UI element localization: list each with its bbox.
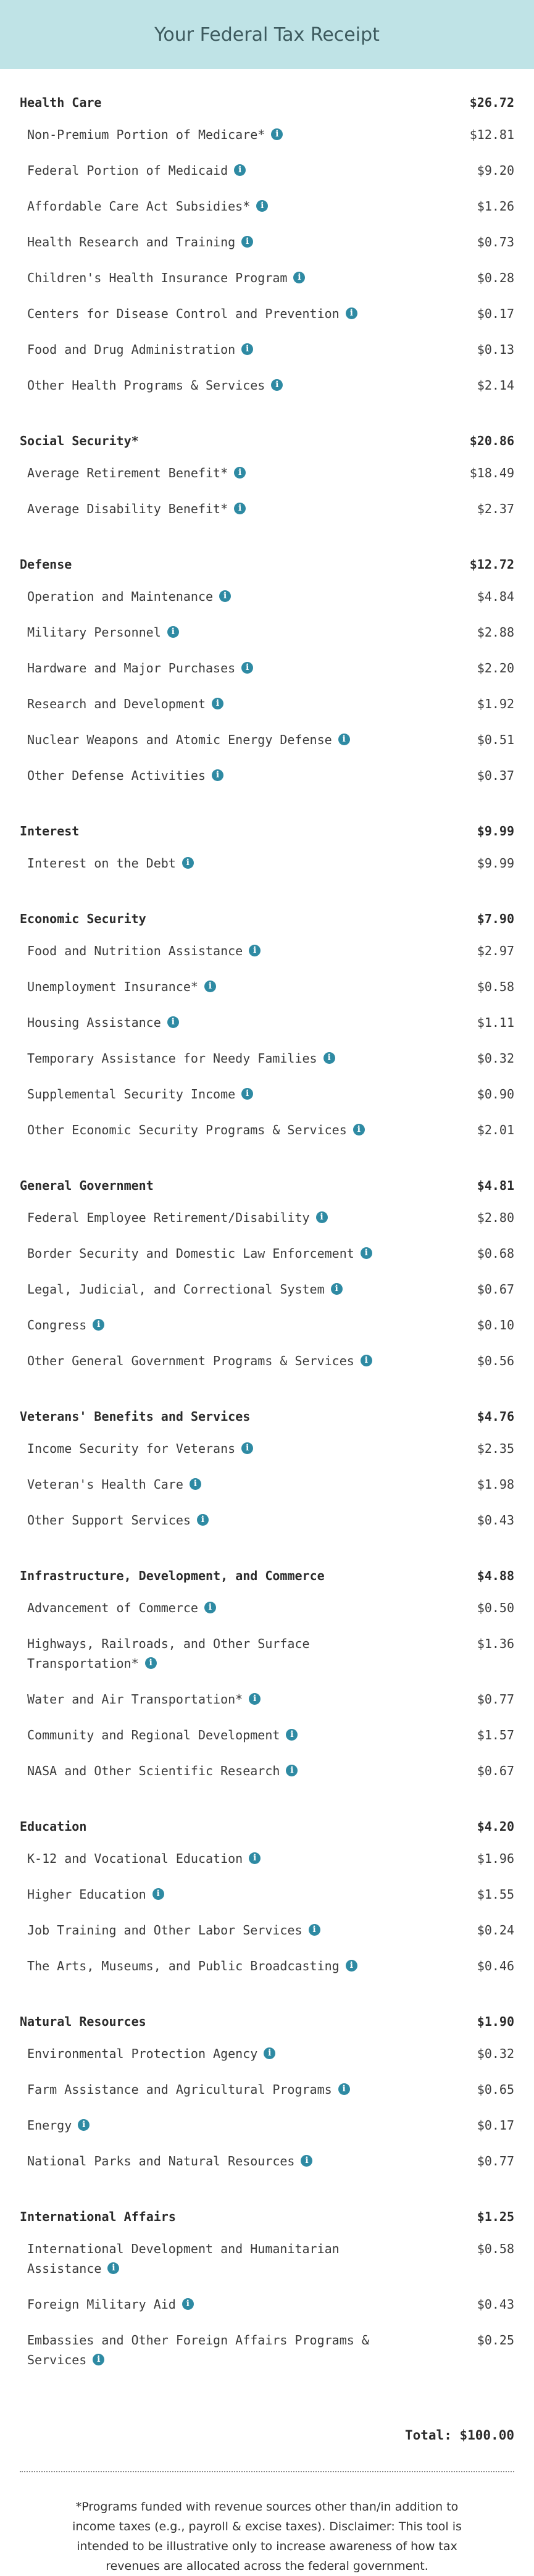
category-list [20, 94, 514, 2407]
line-item-amount: $0.25 [477, 2333, 514, 2348]
line-item [20, 941, 514, 961]
line-item-amount: $2.01 [477, 1123, 514, 1137]
category-header [20, 1818, 514, 1835]
info-icon[interactable]: i [264, 2047, 275, 2059]
line-item-amount: $0.77 [477, 1692, 514, 1707]
line-item [20, 1956, 514, 1976]
category-amount: $1.90 [477, 2014, 514, 2029]
line-item-label-group [27, 2294, 194, 2314]
line-item-amount: $9.99 [477, 856, 514, 871]
line-item-label: Children's Health Insurance Program [27, 270, 288, 285]
line-item-label-group [27, 232, 253, 252]
info-icon[interactable]: i [241, 1442, 253, 1454]
line-item-label-group [27, 1510, 209, 1530]
line-item-label: Food and Nutrition Assistance [27, 943, 243, 958]
line-item-label-group [27, 941, 261, 961]
section-spacer [20, 2187, 514, 2208]
line-item [20, 1510, 514, 1530]
line-item-label: Federal Employee Retirement/Disability [27, 1210, 310, 1225]
section-spacer [20, 2386, 514, 2407]
info-icon[interactable]: i [249, 1852, 261, 1864]
line-item-amount: $1.98 [477, 1477, 514, 1492]
category-section [20, 94, 514, 432]
line-item-label: Legal, Judicial, and Correctional System [27, 1282, 325, 1297]
category-amount: $20.86 [469, 433, 514, 448]
info-icon[interactable]: i [286, 1765, 298, 1776]
info-icon[interactable]: i [241, 343, 253, 355]
line-item-label: Housing Assistance [27, 1015, 161, 1030]
line-item-label-group [27, 853, 194, 873]
line-item-label-group [27, 1689, 261, 1709]
line-item-label-group [27, 1120, 365, 1140]
line-item-amount: $0.28 [477, 270, 514, 285]
line-item-label: Research and Development [27, 696, 206, 711]
line-item [20, 694, 514, 714]
line-item [20, 1689, 514, 1709]
info-icon[interactable]: i [309, 1924, 320, 1936]
category-section [20, 556, 514, 822]
info-icon[interactable]: i [182, 2298, 194, 2310]
category-title: Social Security* [20, 433, 139, 448]
line-item-label: Hardware and Major Purchases [27, 661, 236, 675]
category-amount: $1.25 [477, 2209, 514, 2224]
line-item [20, 161, 514, 180]
receipt-body [0, 69, 534, 2576]
line-item [20, 1920, 514, 1940]
line-item-amount: $0.43 [477, 1513, 514, 1528]
line-item-label: Farm Assistance and Agricultural Programs [27, 2082, 332, 2097]
line-item-label: Other Health Programs & Services [27, 378, 265, 393]
line-item [20, 587, 514, 606]
line-item-label-group [27, 1956, 357, 1976]
info-icon[interactable]: i [241, 1088, 253, 1100]
line-item-amount: $0.77 [477, 2154, 514, 2168]
line-item-amount: $0.58 [477, 979, 514, 994]
line-item [20, 125, 514, 144]
line-item-amount: $0.68 [477, 1246, 514, 1261]
category-amount: $4.81 [477, 1178, 514, 1193]
line-item-amount: $2.37 [477, 501, 514, 516]
line-item-amount: $2.20 [477, 661, 514, 675]
line-item-label-group [27, 766, 223, 785]
line-item-label-group [27, 694, 223, 714]
line-item [20, 1634, 514, 1673]
line-item-label-group [27, 1208, 328, 1227]
line-item-label: Temporary Assistance for Needy Families [27, 1051, 317, 1066]
category-title: Infrastructure, Development, and Commerce [20, 1568, 325, 1583]
line-item-label: Health Research and Training [27, 235, 236, 249]
category-title: International Affairs [20, 2209, 176, 2224]
line-item-label-group [27, 658, 253, 678]
line-item [20, 1439, 514, 1458]
line-item-amount: $0.73 [477, 235, 514, 249]
line-item [20, 1244, 514, 1263]
line-item-amount: $0.67 [477, 1282, 514, 1297]
line-item-label-group [27, 1439, 253, 1458]
line-item-label: K-12 and Vocational Education [27, 1851, 243, 1866]
info-icon[interactable]: i [197, 1514, 209, 1526]
section-spacer [20, 1156, 514, 1177]
line-item [20, 1013, 514, 1032]
line-item-amount: $2.88 [477, 625, 514, 640]
info-icon[interactable]: i [256, 200, 268, 212]
section-spacer [20, 1992, 514, 2013]
info-icon[interactable]: i [152, 1888, 164, 1900]
info-icon[interactable]: i [361, 1247, 372, 1259]
line-item-label: Highways, Railroads, and Other Surface Transportation* [27, 1636, 310, 1671]
category-header [20, 2013, 514, 2030]
line-item-amount: $18.49 [469, 466, 514, 480]
line-item-label: Affordable Care Act Subsidies* [27, 199, 251, 214]
line-item-label: Nuclear Weapons and Atomic Energy Defense [27, 732, 332, 747]
line-item-label-group [27, 1013, 179, 1032]
category-title: Natural Resources [20, 2014, 146, 2029]
category-title: Education [20, 1819, 87, 1834]
category-section [20, 2208, 514, 2407]
line-item-label-group [27, 1920, 320, 1940]
line-item [20, 766, 514, 785]
line-item-amount: $2.35 [477, 1441, 514, 1456]
line-item-label-group [27, 1048, 335, 1068]
line-item [20, 658, 514, 678]
line-item-label-group [27, 463, 246, 483]
line-item [20, 2080, 514, 2099]
receipt-total: Total: $100.00 [404, 2428, 514, 2443]
line-item-label: Other Economic Security Programs & Services [27, 1123, 347, 1137]
line-item-amount: $0.17 [477, 2118, 514, 2133]
line-item [20, 1315, 514, 1335]
line-item-label: Food and Drug Administration [27, 342, 236, 357]
line-item-label: Water and Air Transportation* [27, 1692, 243, 1707]
line-item [20, 196, 514, 216]
line-item [20, 1120, 514, 1140]
info-icon[interactable]: i [78, 2119, 90, 2131]
category-title: Health Care [20, 95, 102, 110]
category-section [20, 822, 514, 910]
line-item-label: Federal Portion of Medicaid [27, 163, 228, 178]
line-item-label-group [27, 1634, 398, 1673]
line-item-label-group [27, 1598, 216, 1618]
line-item-label-group [27, 2239, 398, 2278]
line-item-amount: $0.50 [477, 1600, 514, 1615]
line-item-label: Border Security and Domestic Law Enforcement [27, 1246, 354, 1261]
line-item-label-group [27, 2044, 275, 2064]
info-icon[interactable]: i [241, 236, 253, 248]
section-spacer [20, 411, 514, 432]
line-item-label-group [27, 340, 253, 359]
line-item [20, 730, 514, 750]
category-title: Interest [20, 824, 80, 838]
line-item [20, 304, 514, 324]
line-item-label: Energy [27, 2118, 72, 2133]
line-item-label: Other Defense Activities [27, 768, 206, 783]
line-item-amount: $0.58 [477, 2241, 514, 2256]
line-item [20, 232, 514, 252]
category-header [20, 432, 514, 450]
info-icon[interactable]: i [338, 2083, 350, 2095]
line-item-label-group [27, 2330, 398, 2370]
line-item-label: Community and Regional Development [27, 1728, 280, 1742]
line-item-label-group [27, 161, 246, 180]
line-item [20, 1351, 514, 1371]
line-item [20, 1761, 514, 1781]
info-icon[interactable]: i [204, 981, 216, 992]
line-item-label-group [27, 730, 350, 750]
line-item-amount: $1.26 [477, 199, 514, 214]
category-header [20, 1408, 514, 1425]
line-item-amount: $1.11 [477, 1015, 514, 1030]
category-section [20, 1408, 514, 1567]
line-item [20, 1048, 514, 1068]
info-icon[interactable]: i [167, 1016, 179, 1028]
line-item [20, 375, 514, 395]
line-item-label: Unemployment Insurance* [27, 979, 198, 994]
line-item-label: Operation and Maintenance [27, 589, 214, 604]
line-item [20, 2115, 514, 2135]
line-item-amount: $0.24 [477, 1923, 514, 1938]
info-icon[interactable]: i [301, 2155, 312, 2167]
info-icon[interactable]: i [145, 1657, 157, 1669]
line-item-label-group [27, 1244, 372, 1263]
category-title: General Government [20, 1178, 154, 1193]
line-item-amount: $0.43 [477, 2297, 514, 2312]
info-icon[interactable]: i [241, 662, 253, 674]
line-item-label: Interest on the Debt [27, 856, 176, 871]
info-icon[interactable]: i [338, 734, 350, 745]
section-spacer [20, 1387, 514, 1408]
line-item-label-group [27, 499, 246, 519]
category-section [20, 910, 514, 1177]
section-spacer [20, 1797, 514, 1818]
line-item-amount: $0.10 [477, 1318, 514, 1332]
line-item-label: Income Security for Veterans [27, 1441, 236, 1456]
line-item-label: NASA and Other Scientific Research [27, 1763, 280, 1778]
category-header [20, 94, 514, 111]
info-icon[interactable]: i [271, 128, 283, 140]
line-item [20, 1208, 514, 1227]
line-item [20, 499, 514, 519]
line-item-amount: $1.36 [477, 1636, 514, 1651]
section-spacer [20, 1546, 514, 1567]
line-item-amount: $0.56 [477, 1353, 514, 1368]
category-amount: $12.72 [469, 557, 514, 572]
line-item [20, 1084, 514, 1104]
line-item-label: Job Training and Other Labor Services [27, 1923, 302, 1938]
line-item-label-group [27, 196, 268, 216]
line-item-amount: $0.90 [477, 1087, 514, 1102]
line-item-label-group [27, 2115, 90, 2135]
line-item-label-group [27, 1761, 298, 1781]
line-item-label-group [27, 1315, 104, 1335]
line-item-label: Average Retirement Benefit* [27, 466, 228, 480]
line-item-label-group [27, 1725, 298, 1745]
line-item-label: Supplemental Security Income [27, 1087, 236, 1102]
line-item-amount: $0.67 [477, 1763, 514, 1778]
info-icon[interactable]: i [212, 769, 223, 781]
line-item-label: Average Disability Benefit* [27, 501, 228, 516]
line-item [20, 268, 514, 288]
line-item-label: Environmental Protection Agency [27, 2046, 258, 2061]
line-item-amount: $0.17 [477, 306, 514, 321]
info-icon[interactable]: i [249, 945, 261, 956]
info-icon[interactable]: i [93, 1319, 104, 1331]
line-item-label-group [27, 2080, 350, 2099]
line-item-label: Other General Government Programs & Services [27, 1353, 354, 1368]
line-item-amount: $0.32 [477, 2046, 514, 2061]
line-item [20, 1279, 514, 1299]
line-item-label: Embassies and Other Foreign Affairs Programs & Services [27, 2333, 369, 2367]
line-item-label-group [27, 2151, 312, 2171]
line-item [20, 2239, 514, 2278]
line-item-label: Non-Premium Portion of Medicare* [27, 127, 265, 142]
info-icon[interactable]: i [190, 1478, 201, 1490]
category-amount: $26.72 [469, 95, 514, 110]
info-icon[interactable]: i [323, 1052, 335, 1064]
category-title: Economic Security [20, 911, 146, 926]
category-section [20, 1818, 514, 2013]
line-item-amount: $0.37 [477, 768, 514, 783]
section-spacer [20, 889, 514, 910]
line-item-label-group [27, 125, 283, 144]
line-item [20, 977, 514, 997]
info-icon[interactable]: i [316, 1211, 328, 1223]
line-item-label-group [27, 587, 231, 606]
line-item-label: Military Personnel [27, 625, 161, 640]
info-icon[interactable]: i [93, 2354, 104, 2365]
line-item [20, 1849, 514, 1868]
category-amount: $4.88 [477, 1568, 514, 1583]
line-item-label-group [27, 977, 216, 997]
info-icon[interactable]: i [271, 379, 283, 391]
line-item [20, 1474, 514, 1494]
line-item-amount: $9.20 [477, 163, 514, 178]
line-item-label-group [27, 304, 357, 324]
line-item-label-group [27, 1279, 343, 1299]
line-item-label: International Development and Humanitarian Assistance [27, 2241, 340, 2276]
category-title: Veterans' Benefits and Services [20, 1409, 251, 1424]
line-item-amount: $0.32 [477, 1051, 514, 1066]
line-item-label: Other Support Services [27, 1513, 191, 1528]
category-header [20, 1177, 514, 1194]
line-item [20, 2330, 514, 2370]
info-icon[interactable]: i [234, 503, 246, 514]
line-item-amount: $0.46 [477, 1959, 514, 1973]
line-item-amount: $0.65 [477, 2082, 514, 2097]
info-icon[interactable]: i [346, 307, 357, 319]
line-item-label-group [27, 1849, 261, 1868]
line-item-amount: $1.96 [477, 1851, 514, 1866]
category-amount: $7.90 [477, 911, 514, 926]
category-header [20, 822, 514, 840]
line-item-amount: $2.97 [477, 943, 514, 958]
category-section [20, 2013, 514, 2208]
category-header [20, 1567, 514, 1584]
category-section [20, 432, 514, 556]
info-icon[interactable]: i [361, 1355, 372, 1366]
category-section [20, 1567, 514, 1818]
line-item [20, 463, 514, 483]
info-icon[interactable]: i [107, 2262, 119, 2274]
line-item [20, 340, 514, 359]
divider [20, 2471, 514, 2472]
line-item-label: Foreign Military Aid [27, 2297, 176, 2312]
line-item-label-group [27, 1084, 253, 1104]
line-item-label: Higher Education [27, 1887, 146, 1902]
line-item [20, 1598, 514, 1618]
line-item-amount: $4.84 [477, 589, 514, 604]
line-item-label-group [27, 1884, 164, 1904]
info-icon[interactable]: i [167, 626, 179, 638]
line-item [20, 1725, 514, 1745]
category-header [20, 910, 514, 927]
line-item-amount: $2.14 [477, 378, 514, 393]
line-item [20, 1884, 514, 1904]
category-amount: $4.76 [477, 1409, 514, 1424]
line-item-label-group [27, 268, 305, 288]
line-item-label-group [27, 1474, 201, 1494]
line-item [20, 2151, 514, 2171]
category-section [20, 1177, 514, 1408]
info-icon[interactable]: i [331, 1283, 343, 1295]
line-item-amount: $1.92 [477, 696, 514, 711]
line-item [20, 2294, 514, 2314]
category-amount: $4.20 [477, 1819, 514, 1834]
line-item-label-group [27, 1351, 372, 1371]
info-icon[interactable]: i [353, 1124, 365, 1135]
line-item-amount: $12.81 [469, 127, 514, 142]
info-icon[interactable]: i [249, 1693, 261, 1705]
info-icon[interactable]: i [212, 698, 223, 709]
info-icon[interactable]: i [204, 1602, 216, 1613]
line-item [20, 2044, 514, 2064]
line-item-amount: $1.55 [477, 1887, 514, 1902]
info-icon[interactable]: i [182, 857, 194, 869]
section-spacer [20, 535, 514, 556]
line-item-amount: $2.80 [477, 1210, 514, 1225]
category-header [20, 556, 514, 573]
line-item-label: Veteran's Health Care [27, 1477, 183, 1492]
line-item-label: National Parks and Natural Resources [27, 2154, 295, 2168]
info-icon[interactable]: i [234, 164, 246, 176]
line-item-label: Congress [27, 1318, 87, 1332]
line-item [20, 622, 514, 642]
page-header [0, 0, 534, 69]
category-header [20, 2208, 514, 2225]
line-item-amount: $0.13 [477, 342, 514, 357]
section-spacer [20, 801, 514, 822]
info-icon[interactable]: i [286, 1729, 298, 1741]
category-amount: $9.99 [477, 824, 514, 838]
info-icon[interactable]: i [346, 1960, 357, 1972]
line-item-label-group [27, 375, 283, 395]
category-title: Defense [20, 557, 72, 572]
line-item-label: Centers for Disease Control and Prevention [27, 306, 340, 321]
footnote: *Programs funded with revenue sources other than/in addition to income taxes (e.g., payroll & excise taxes). Disclaimer: This tool is intended to be illustrative only to increase awareness of how tax revenues are allocated across the federal government. [72, 2500, 462, 2573]
line-item-label: Advancement of Commerce [27, 1600, 198, 1615]
line-item-amount: $1.57 [477, 1728, 514, 1742]
line-item-amount: $0.51 [477, 732, 514, 747]
info-icon[interactable]: i [293, 272, 305, 283]
line-item-label-group [27, 622, 179, 642]
info-icon[interactable]: i [234, 467, 246, 479]
info-icon[interactable]: i [219, 590, 231, 602]
page-title: Your Federal Tax Receipt [154, 23, 380, 46]
line-item [20, 853, 514, 873]
line-item-label: The Arts, Museums, and Public Broadcasting [27, 1959, 340, 1973]
